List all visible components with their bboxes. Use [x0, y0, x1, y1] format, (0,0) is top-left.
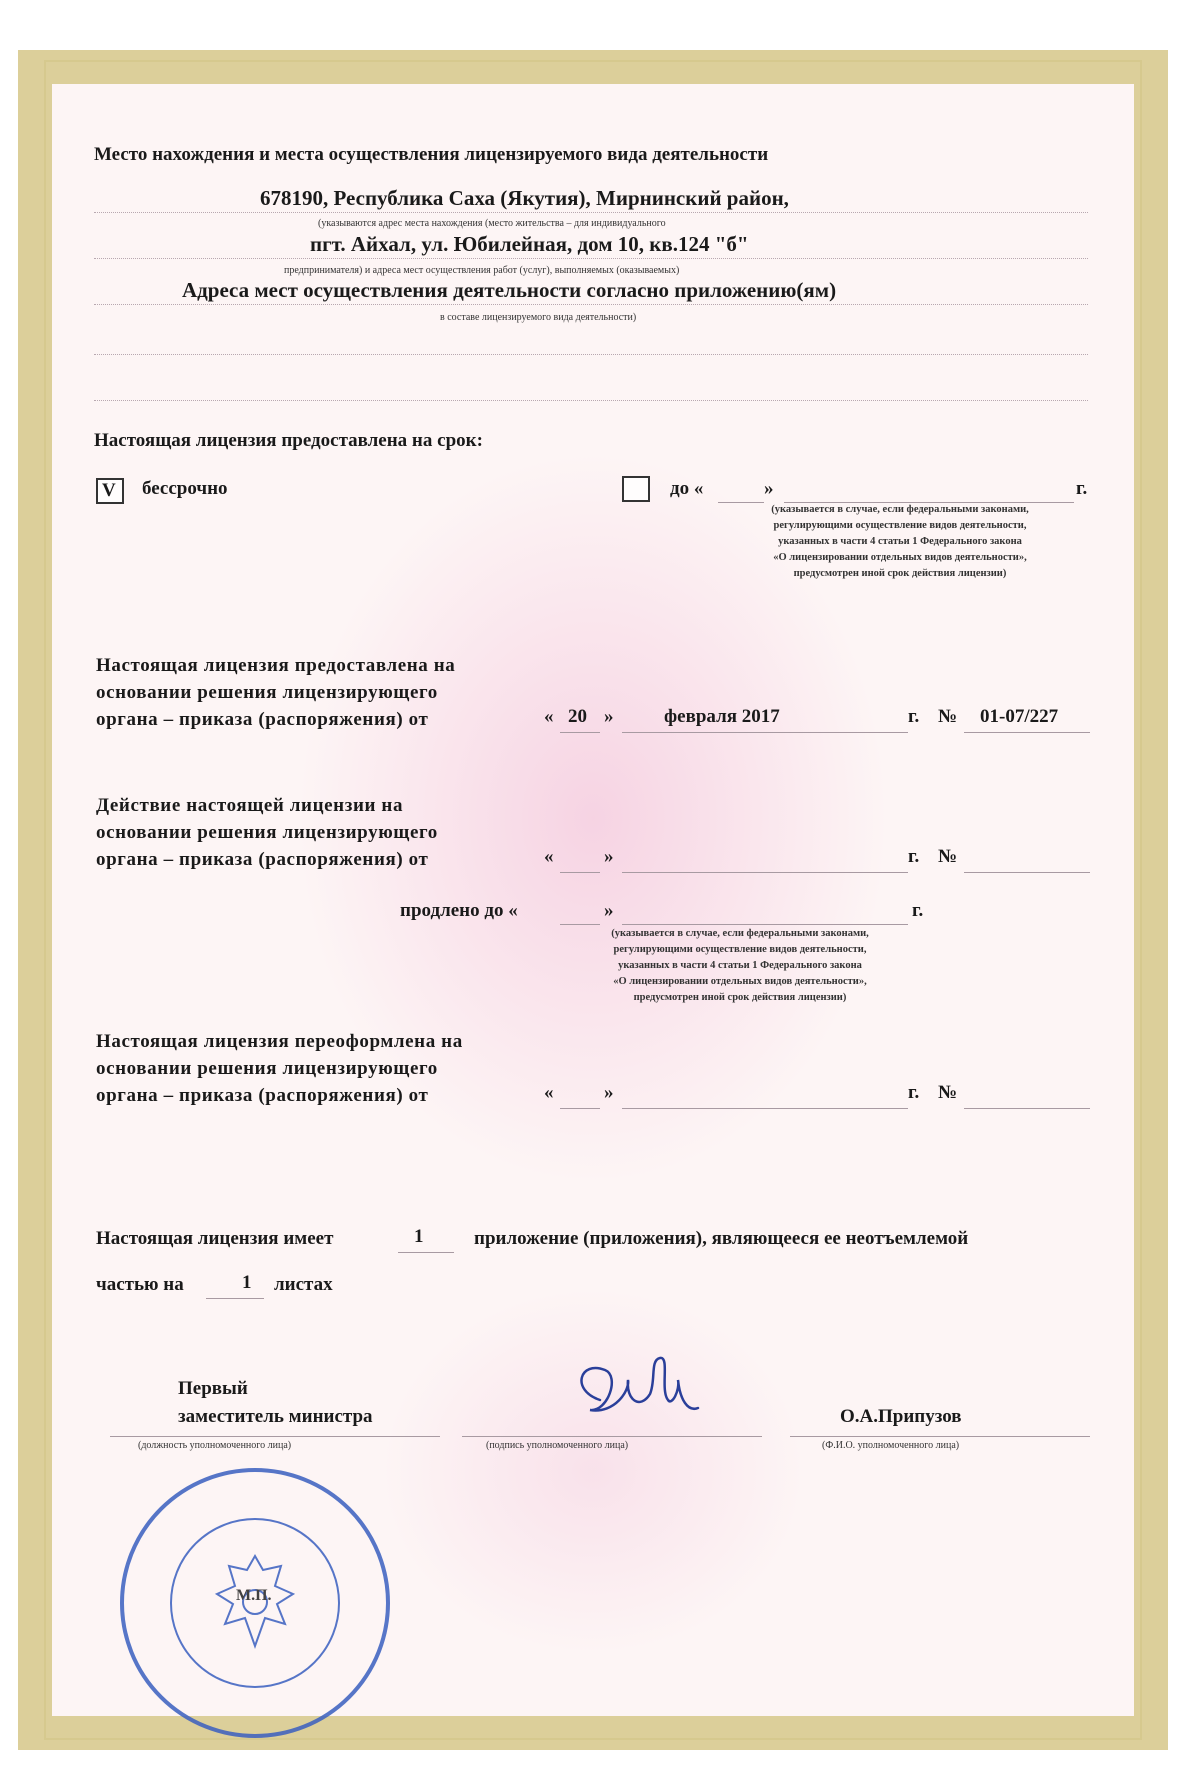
until-close: » [764, 478, 774, 499]
prolonged-close: » [604, 900, 614, 921]
address-line-1: 678190, Республика Саха (Якутия), Мирнинский район, [260, 186, 789, 210]
stamp-mp-label: М.П. [236, 1587, 272, 1604]
position-line-2: заместитель министра [178, 1406, 373, 1427]
prolonged-day-line [560, 924, 600, 925]
indefinite-label: бессрочно [142, 478, 228, 499]
appendix-text-after: приложение (приложения), являющееся ее неотъемлемой [474, 1228, 969, 1249]
granted-text: Настоящая лицензия предоставлена на основании решения лицензирующего органа – приказа (распоряжения) от [96, 655, 456, 730]
appendix-text-before: Настоящая лицензия имеет [96, 1228, 334, 1249]
check-mark: V [102, 480, 116, 501]
signer-name: О.А.Припузов [840, 1406, 962, 1427]
position-line [110, 1436, 440, 1437]
name-caption: (Ф.И.О. уполномоченного лица) [822, 1440, 960, 1451]
granted-number-line [964, 732, 1090, 733]
extended-text: Действие настоящей лицензии на основании решения лицензирующего органа – приказа (распоряжения) от [96, 795, 438, 870]
official-stamp [120, 1468, 390, 1738]
appendix-sheets-line [206, 1298, 264, 1299]
extended-number-line [964, 872, 1090, 873]
signature-scribble [560, 1350, 720, 1446]
reissued-date-line [622, 1108, 908, 1109]
appendix-count: 1 [414, 1226, 424, 1247]
signature-caption: (подпись уполномоченного лица) [486, 1440, 629, 1451]
appendix-sheets: 1 [242, 1272, 252, 1293]
divider [94, 304, 1088, 305]
granted-open-quote: « [544, 706, 554, 727]
reissued-text: Настоящая лицензия переоформлена на основании решения лицензирующего органа – приказа (распоряжения) от [96, 1031, 463, 1106]
reissued-open-quote: « [544, 1082, 554, 1103]
reissued-close-quote: » [604, 1082, 614, 1103]
granted-number: 01-07/227 [980, 706, 1059, 727]
divider [94, 400, 1088, 401]
until-year-suffix: г. [1076, 478, 1088, 499]
granted-month-year: февраля 2017 [664, 706, 780, 727]
granted-number-label: № [938, 706, 958, 727]
signature-line [462, 1436, 762, 1437]
address-hint-2: предпринимателя) и адреса мест осуществления работ (услуг), выполняемых (оказываемых) [284, 265, 680, 276]
appendix-line2-after: листах [274, 1274, 333, 1295]
reissued-number-line [964, 1108, 1090, 1109]
address-line-3: Адреса мест осуществления деятельности согласно приложению(ям) [182, 278, 837, 302]
reissued-year-suffix: г. [908, 1082, 920, 1103]
position-line-1: Первый [178, 1378, 248, 1399]
prolonged-label: продлено до « [400, 900, 518, 921]
divider [94, 212, 1088, 213]
granted-year-suffix: г. [908, 706, 920, 727]
term-note: (указывается в случае, если федеральными законами, регулирующими осуществление видов деятельности, указанных в части 4 статьи 1 Федерального закона «О лицензировании отдельных видов деятельности», предусмотрен иной срок действия лицензии) [771, 504, 1029, 579]
extended-day-line [560, 872, 600, 873]
appendix-line2-before: частью на [96, 1274, 184, 1295]
prolonged-year: г. [912, 900, 924, 921]
granted-date-line [622, 732, 908, 733]
extended-number-label: № [938, 846, 958, 867]
address-line-2: пгт. Айхал, ул. Юбилейная, дом 10, кв.124 "б" [310, 232, 749, 256]
extended-year-suffix: г. [908, 846, 920, 867]
term-heading: Настоящая лицензия предоставлена на срок: [94, 430, 483, 451]
indefinite-checkbox[interactable] [96, 478, 124, 504]
extended-open-quote: « [544, 846, 554, 867]
prolonged-date-line [622, 924, 908, 925]
reissued-day-line [560, 1108, 600, 1109]
divider [94, 258, 1088, 259]
name-line [790, 1436, 1090, 1437]
extended-note: (указывается в случае, если федеральными законами, регулирующими осуществление видов деятельности, указанных в части 4 статьи 1 Федерального закона «О лицензировании отдельных видов деятельности», предусмотрен иной срок действия лицензии) [611, 928, 869, 1003]
address-hint-3: в составе лицензируемого вида деятельности) [440, 312, 637, 323]
granted-day: 20 [568, 706, 587, 727]
location-heading: Место нахождения и места осуществления лицензируемого вида деятельности [94, 144, 769, 165]
until-label: до « [670, 478, 704, 499]
divider [94, 354, 1088, 355]
reissued-number-label: № [938, 1082, 958, 1103]
address-hint-1: (указываются адрес места нахождения (место жительства – для индивидуального [318, 218, 666, 229]
extended-close-quote: » [604, 846, 614, 867]
extended-date-line [622, 872, 908, 873]
appendix-count-line [398, 1252, 454, 1253]
position-caption: (должность уполномоченного лица) [138, 1440, 292, 1451]
granted-day-line [560, 732, 600, 733]
until-checkbox[interactable] [622, 476, 650, 502]
granted-close-quote: » [604, 706, 614, 727]
